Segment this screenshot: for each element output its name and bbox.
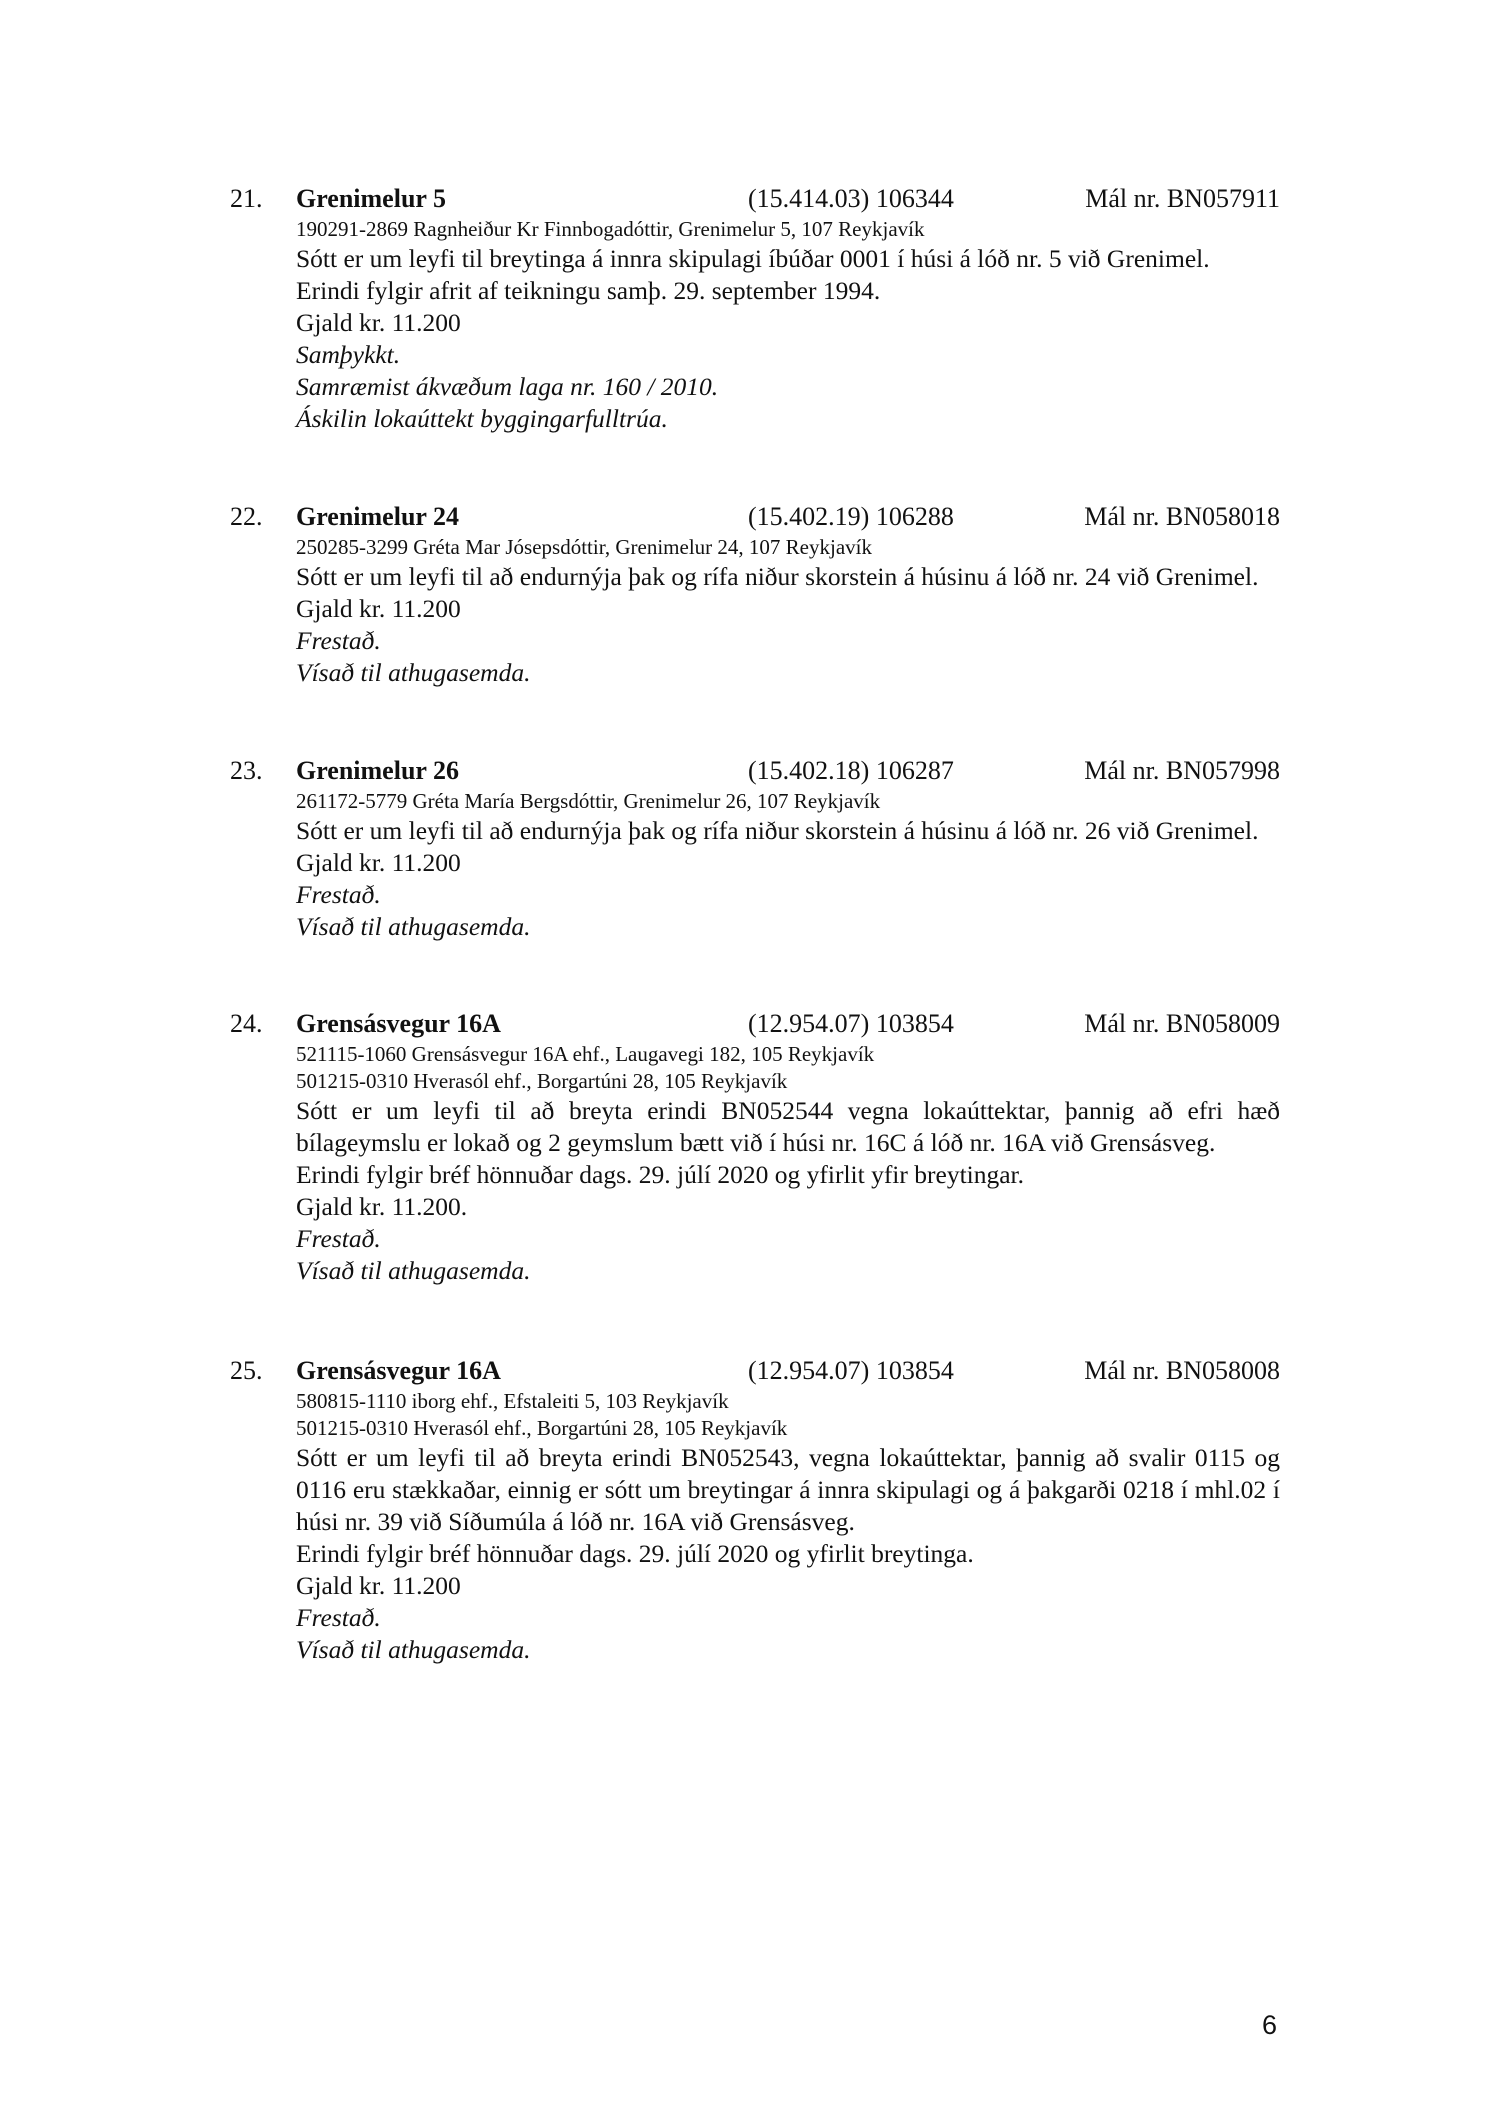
case-address: Grensásvegur 16A [296,1009,501,1038]
case-description: Sótt er um leyfi til að endurnýja þak og rífa niður skorstein á húsinu á lóð nr. 26 við Grenimel. [296,816,1259,845]
case-decision: Vísað til athugasemda. [296,912,531,941]
case-file-number: Mál nr. BN058009 [1084,1009,1280,1038]
case-decision: Vísað til athugasemda. [296,1256,531,1285]
case-number: 25. [230,1356,263,1385]
case-description: Sótt er um leyfi til að breyta erindi BN052544 vegna lokaúttektar, þannig að efri hæð bílageymslu er lokað og 2 geymslum bætt við í húsi nr. 16C á lóð nr. 16A við Grensásveg. [296,1096,1280,1157]
case-land-number: (15.402.18) 106287 [748,756,954,785]
case-note: Erindi fylgir bréf hönnuðar dags. 29. júlí 2020 og yfirlit breytinga. [296,1539,974,1568]
case-description: Sótt er um leyfi til að endurnýja þak og rífa niður skorstein á húsinu á lóð nr. 24 við Grenimel. [296,562,1259,591]
case-number: 22. [230,502,263,531]
case-land-number: (12.954.07) 103854 [748,1009,954,1038]
case-entry [230,500,1280,689]
case-header [230,1007,1280,1041]
applicant: 580815-1110 iborg ehf., Efstaleiti 5, 103 Reykjavík [296,1389,729,1413]
case-entry [230,1007,1280,1287]
applicant: 250285-3299 Gréta Mar Jósepsdóttir, Grenimelur 24, 107 Reykjavík [296,535,872,559]
case-fee: Gjald kr. 11.200 [296,308,461,337]
case-decision: Frestað. [296,1224,381,1253]
case-file-number: Mál nr. BN057998 [1084,756,1280,785]
case-land-number: (15.414.03) 106344 [748,184,954,213]
case-header [230,182,1280,216]
case-fee: Gjald kr. 11.200 [296,848,461,877]
case-body [296,534,1280,689]
case-decision: Frestað. [296,1603,381,1632]
case-file-number: Mál nr. BN058008 [1084,1356,1280,1385]
case-decision: Vísað til athugasemda. [296,658,531,687]
case-decision: Áskilin lokaúttekt byggingarfulltrúa. [296,404,668,433]
case-body [296,216,1280,435]
case-fee: Gjald kr. 11.200. [296,1192,468,1221]
case-header [230,1354,1280,1388]
page-number: 6 [1262,2010,1278,2040]
case-entry [230,754,1280,943]
case-number: 23. [230,756,263,785]
applicant: 501215-0310 Hverasól ehf., Borgartúni 28, 105 Reykjavík [296,1416,788,1440]
case-body [296,1041,1280,1287]
case-address: Grenimelur 5 [296,184,446,213]
case-body [296,1388,1280,1666]
case-body [296,788,1280,943]
case-entry [230,182,1280,435]
case-file-number: Mál nr. BN057911 [1085,184,1280,213]
case-note: Erindi fylgir afrit af teikningu samþ. 29. september 1994. [296,276,881,305]
case-decision: Vísað til athugasemda. [296,1635,531,1664]
case-entry [230,1354,1280,1666]
case-file-number: Mál nr. BN058018 [1084,502,1280,531]
case-decision: Frestað. [296,626,381,655]
case-land-number: (12.954.07) 103854 [748,1356,954,1385]
case-address: Grenimelur 24 [296,502,459,531]
case-fee: Gjald kr. 11.200 [296,1571,461,1600]
case-header [230,754,1280,788]
case-decision: Samþykkt. [296,340,401,369]
case-fee: Gjald kr. 11.200 [296,594,461,623]
applicant: 521115-1060 Grensásvegur 16A ehf., Laugavegi 182, 105 Reykjavík [296,1042,875,1066]
case-address: Grensásvegur 16A [296,1356,501,1385]
case-land-number: (15.402.19) 106288 [748,502,954,531]
applicant: 501215-0310 Hverasól ehf., Borgartúni 28, 105 Reykjavík [296,1069,788,1093]
case-description: Sótt er um leyfi til breytinga á innra skipulagi íbúðar 0001 í húsi á lóð nr. 5 við Grenimel. [296,244,1210,273]
case-decision: Samræmist ákvæðum laga nr. 160 / 2010. [296,372,719,401]
applicant: 261172-5779 Gréta María Bergsdóttir, Grenimelur 26, 107 Reykjavík [296,789,881,813]
case-header [230,500,1280,534]
case-description: Sótt er um leyfi til að breyta erindi BN052543, vegna lokaúttektar, þannig að svalir 0115 og 0116 eru stækkaðar, einnig er sótt um breytingar á innra skipulagi og á þakgarði 0218 í mhl.02 í húsi nr. 39 við Síðumúla á lóð nr. 16A við Grensásveg. [296,1443,1280,1536]
case-decision: Frestað. [296,880,381,909]
applicant: 190291-2869 Ragnheiður Kr Finnbogadóttir, Grenimelur 5, 107 Reykjavík [296,217,925,241]
case-number: 21. [230,184,263,213]
case-note: Erindi fylgir bréf hönnuðar dags. 29. júlí 2020 og yfirlit yfir breytingar. [296,1160,1025,1189]
case-address: Grenimelur 26 [296,756,459,785]
case-number: 24. [230,1009,263,1038]
